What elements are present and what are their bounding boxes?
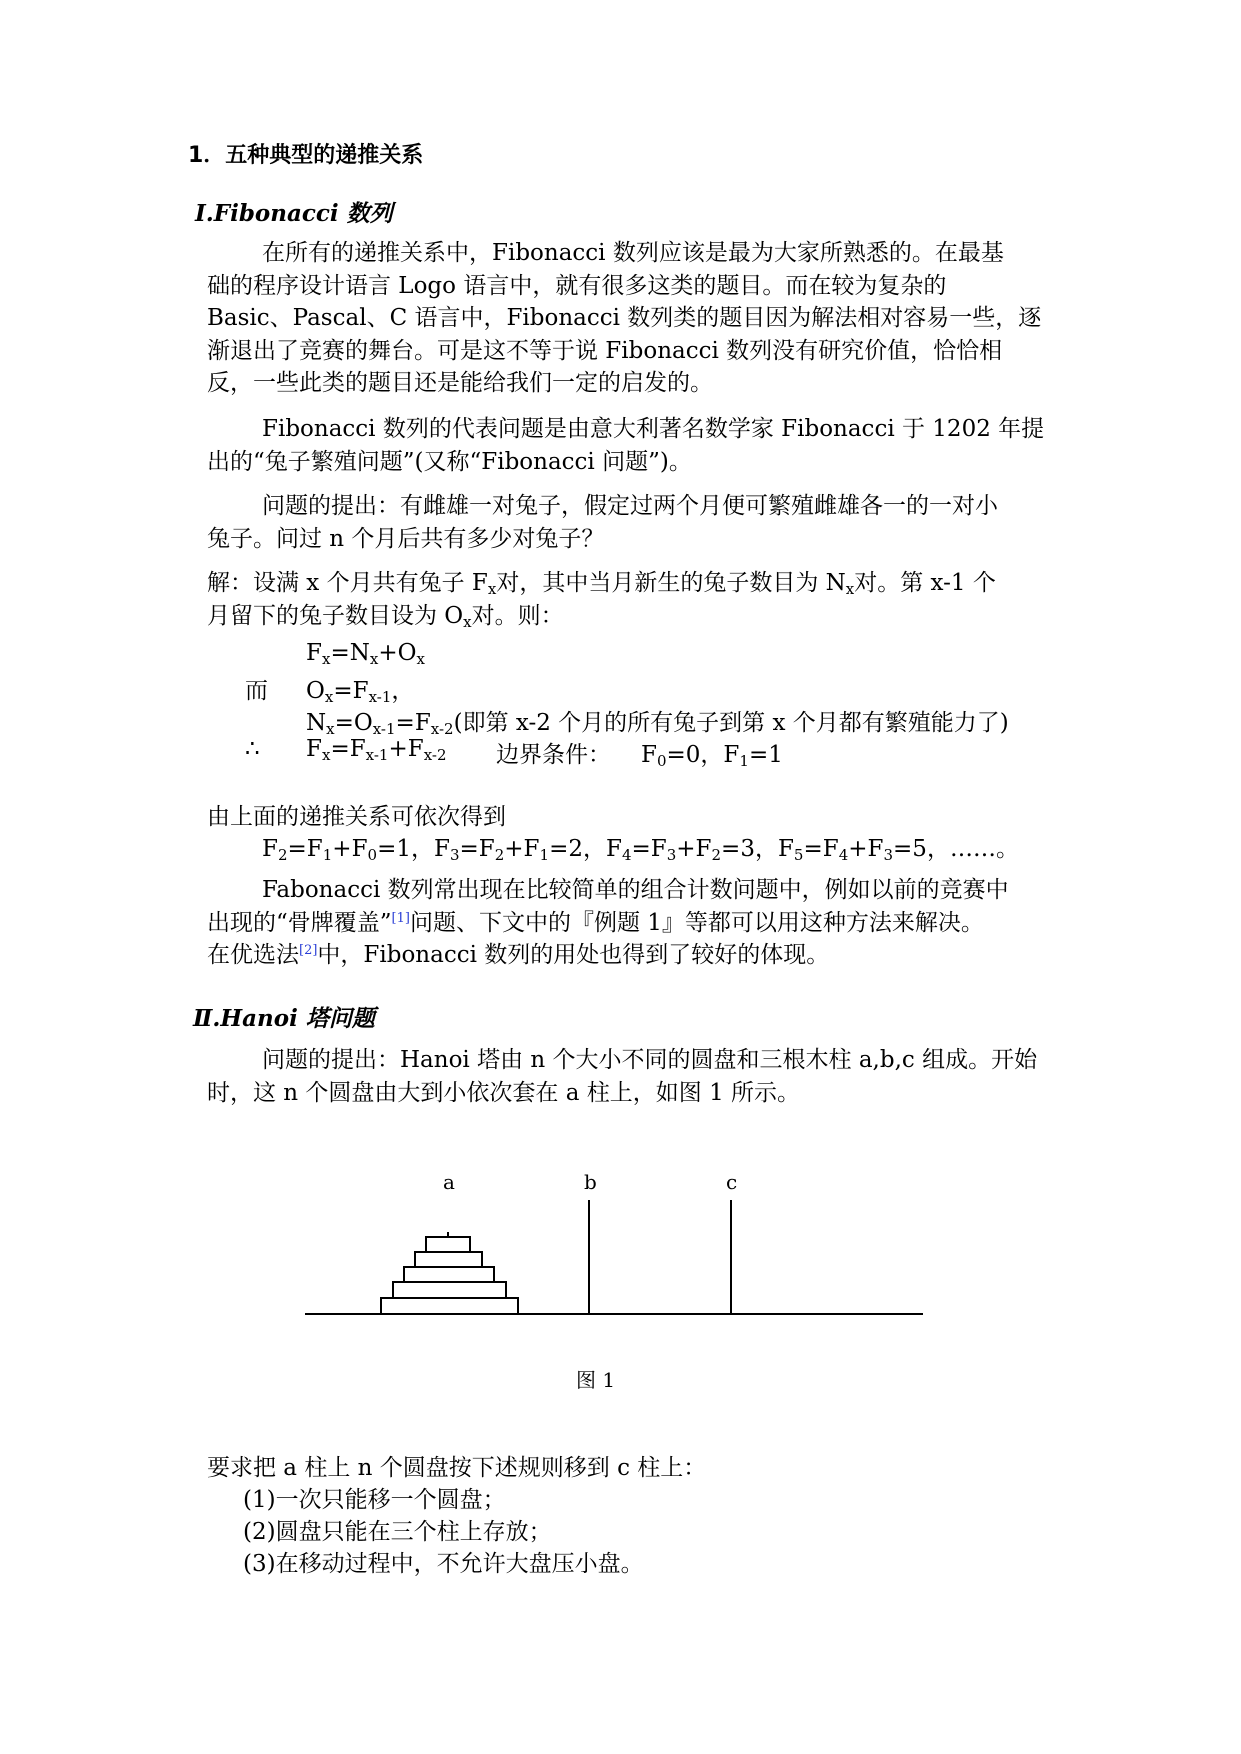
problem-statement-paragraph	[207, 490, 1055, 555]
rule-2: (2)圆盘只能在三个柱上存放；	[243, 1519, 552, 1545]
text-line: 渐退出了竞赛的舞台。可是这不等于说 Fibonacci 数列没有研究价值，恰恰相	[207, 337, 1003, 364]
reference-link-1[interactable]: [1]	[391, 910, 410, 926]
text-line: 反，一些此类的题目还是能给我们一定的启发的。	[207, 370, 713, 396]
rule-1: (1)一次只能移一个圆盘；	[243, 1487, 506, 1513]
peg-label-a: a	[443, 1170, 455, 1194]
text-line: 时，这 n 个圆盘由大到小依次套在 a 柱上，如图 1 所示。	[207, 1079, 801, 1106]
solution-paragraph	[207, 567, 1055, 632]
text-line: 在所有的递推关系中，Fibonacci 数列应该是最为大家所熟悉的。在最基	[262, 240, 1004, 266]
text-line: 出的“兔子繁殖问题”(又称“Fibonacci 问题”)。	[207, 448, 692, 475]
equation-3: $N_x=O_{x-1}=F_{x-2}$(即第 x-2 个月的所有兔子到第 x 个月都有繁殖能力了)	[306, 710, 1009, 738]
fibonacci-origin-paragraph	[207, 413, 1055, 478]
disk-5	[381, 1298, 518, 1314]
therefore-symbol: ∴	[245, 736, 260, 762]
equation-2: $O_x=F_{x-1}$，	[306, 678, 415, 706]
disk-1	[426, 1237, 470, 1252]
applications-paragraph	[207, 874, 1055, 972]
text-line: 问题的提出：Hanoi 塔由 n 个大小不同的圆盘和三根木柱 a,b,c 组成。开始	[262, 1047, 1038, 1073]
boundary-label: 边界条件：	[496, 742, 611, 768]
text-line: 础的程序设计语言 Logo 语言中，就有很多这类的题目。而在较为复杂的	[207, 272, 947, 299]
peg-label-c: c	[726, 1170, 738, 1194]
peg-label-b: b	[584, 1170, 597, 1194]
disk-2	[415, 1252, 482, 1267]
reference-link-2[interactable]: [2]	[299, 943, 318, 958]
text-line: 兔子。问过 n 个月后共有多少对兔子？	[207, 525, 605, 552]
text-line: 出现的“骨牌覆盖”[1]问题、下文中的『例题 1』等都可以用这种方法来解决。	[207, 909, 984, 936]
text-line: 问题的提出：有雌雄一对兔子，假定过两个月便可繁殖雌雄各一的一对小	[262, 493, 998, 519]
hanoi-problem-paragraph	[207, 1044, 1055, 1109]
text-line: 月留下的兔子数目设为 $O_x$对。则：	[207, 602, 564, 631]
boundary-conditions: $F_0=0$，$F_1=1$	[641, 742, 783, 770]
text-line: 在优选法[2]中，Fibonacci 数列的用处也得到了较好的体现。	[207, 942, 830, 968]
fibonacci-series-values: $F_2=F_1+F_0=1$，$F_3=F_2+F_1=2$，$F_4=F_3+F_2=3$，$F_5=F_4+F_3=5$，……。	[262, 836, 1019, 864]
equation-1: $F_x=N_x+O_x$	[306, 640, 425, 668]
equation-4: $F_x=F_{x-1}+F_{x-2}$	[306, 736, 447, 764]
rule-3: (3)在移动过程中，不允许大盘压小盘。	[243, 1551, 644, 1577]
hanoi-heading: Ⅱ.Hanoi 塔问题	[193, 1005, 375, 1032]
disk-4	[393, 1282, 506, 1298]
disk-3	[404, 1267, 494, 1282]
section-title: 1．五种典型的递推关系	[188, 143, 424, 168]
text-line: 解：设满 x 个月共有兔子 $F_x$对，其中当月新生的兔子数目为 $N_x$对。第 x-1 个	[207, 570, 996, 598]
figure-caption: 图 1	[576, 1368, 616, 1392]
text-line: Fabonacci 数列常出现在比较简单的组合计数问题中，例如以前的竞赛中	[262, 877, 1009, 903]
text-line: Fibonacci 数列的代表问题是由意大利著名数学家 Fibonacci 于 1202 年提	[262, 416, 1045, 442]
equation-conjunction: 而	[245, 678, 268, 704]
fibonacci-intro-paragraph	[207, 237, 1055, 400]
text-line: Basic、Pascal、C 语言中，Fibonacci 数列类的题目因为解法相对容易一些，逐	[207, 305, 1042, 331]
rules-intro: 要求把 a 柱上 n 个圆盘按下述规则移到 c 柱上：	[207, 1455, 707, 1481]
fibonacci-heading: Ⅰ.Fibonacci 数列	[195, 200, 393, 227]
derivation-intro: 由上面的递推关系可依次得到	[207, 804, 506, 830]
